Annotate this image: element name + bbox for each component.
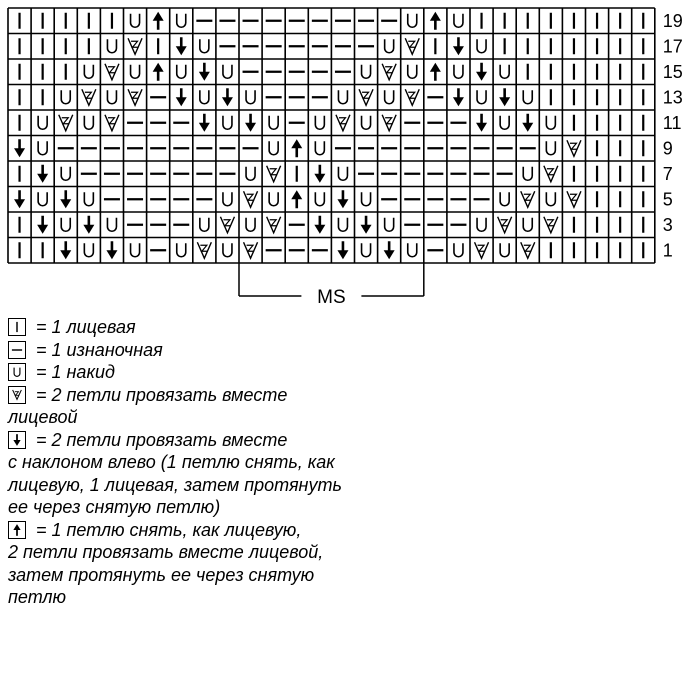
yarn-over-stitch — [408, 243, 417, 257]
yarn-over-stitch — [246, 167, 255, 181]
yarn-over-stitch — [408, 14, 417, 28]
yarn-over-stitch — [84, 192, 93, 206]
yarn-over-stitch — [338, 167, 347, 181]
yarn-over-stitch — [477, 90, 486, 104]
yarn-over-stitch — [223, 192, 232, 206]
k2tog-stitch — [105, 64, 119, 80]
legend-ssk — [8, 429, 428, 452]
k2tog-stitch — [82, 89, 96, 105]
yarn-over-stitch — [246, 90, 255, 104]
k2tog-stitch — [498, 217, 512, 233]
k2tog-stitch — [567, 191, 581, 207]
yarn-over-stitch — [362, 65, 371, 79]
yarn-over-stitch — [61, 218, 70, 232]
k2tog-stitch — [382, 115, 396, 131]
yarn-over-stitch — [546, 116, 555, 130]
sk2p-stitch — [153, 12, 164, 30]
yarn-over-stitch — [107, 39, 116, 53]
ssk-stitch — [476, 114, 487, 132]
sk2p-stitch — [430, 63, 441, 81]
legend-knit-text: = 1 лицевая — [36, 317, 136, 337]
ssk-stitch — [245, 114, 256, 132]
legend-sk2p-line1: = 1 петлю снять, как лицевую, — [36, 519, 302, 540]
yarn-over-stitch — [454, 14, 463, 28]
ssk-stitch — [222, 88, 233, 106]
yarn-over-stitch — [338, 218, 347, 232]
sk2p-symbol-icon — [8, 521, 26, 539]
ssk-stitch — [361, 216, 372, 234]
row-number: 17 — [662, 36, 683, 57]
ssk-stitch — [476, 63, 487, 81]
ssk-stitch — [522, 114, 533, 132]
k2tog-stitch — [544, 166, 558, 182]
yarn-over-stitch — [523, 167, 532, 181]
yarn-over-stitch — [223, 243, 232, 257]
yarn-over-stitch — [546, 141, 555, 155]
row-number: 5 — [662, 189, 673, 210]
yarn-over-stitch — [385, 218, 394, 232]
yarn-over-stitch — [84, 116, 93, 130]
yarn-over-stitch — [315, 116, 324, 130]
k2tog-stitch — [267, 217, 281, 233]
yarn-over-stitch — [315, 192, 324, 206]
yarn-over-stitch — [107, 218, 116, 232]
sk2p-stitch — [291, 139, 302, 157]
ssk-stitch — [176, 88, 187, 106]
row-number: 3 — [662, 214, 673, 235]
row-number: 1 — [662, 240, 673, 261]
yarn-over-stitch — [269, 141, 278, 155]
yarn-over-stitch — [131, 65, 140, 79]
legend-k2tog-line2: лицевой — [8, 407, 78, 427]
k2tog-symbol-icon — [8, 386, 26, 404]
row-number: 13 — [662, 87, 683, 108]
k2tog-stitch — [567, 140, 581, 156]
yarn-over-stitch — [131, 243, 140, 257]
ssk-stitch — [499, 88, 510, 106]
ssk-stitch — [453, 37, 464, 55]
ssk-stitch — [337, 241, 348, 259]
k2tog-stitch — [405, 89, 419, 105]
yarn-over-stitch — [477, 218, 486, 232]
k2tog-stitch — [521, 242, 535, 258]
yarn-over-stitch — [385, 39, 394, 53]
yarn-over-stitch — [408, 65, 417, 79]
chart-grid — [8, 8, 655, 263]
yarn-over-stitch — [385, 90, 394, 104]
yarn-over-stitch — [454, 65, 463, 79]
row-number: 7 — [662, 163, 673, 184]
sk2p-stitch — [153, 63, 164, 81]
ssk-stitch — [176, 37, 187, 55]
ssk-stitch — [337, 190, 348, 208]
k2tog-stitch — [405, 38, 419, 54]
legend-sk2p — [8, 519, 428, 542]
k2tog-stitch — [220, 217, 234, 233]
yarn-over-stitch — [38, 116, 47, 130]
yarn-over-stitch — [523, 218, 532, 232]
yarn-over-stitch — [362, 192, 371, 206]
yarn-over-stitch — [500, 243, 509, 257]
ssk-stitch — [60, 190, 71, 208]
legend-sk2p-line4: петлю — [8, 587, 66, 607]
yarn-over-stitch — [223, 116, 232, 130]
yarn-over-stitch — [362, 116, 371, 130]
yarn-over-stitch — [338, 90, 347, 104]
k2tog-stitch — [359, 89, 373, 105]
legend-yo-text: = 1 накид — [36, 362, 115, 382]
row-number: 15 — [662, 61, 683, 82]
yarn-over-stitch — [107, 90, 116, 104]
yarn-over-stitch — [61, 167, 70, 181]
yarn-over-stitch — [200, 90, 209, 104]
legend-sk2p-line2: 2 петли провязать вместе лицевой, — [8, 542, 324, 562]
legend-sk2p-line3: затем протянуть ее через снятую — [8, 564, 315, 585]
ssk-stitch — [314, 165, 325, 183]
k2tog-stitch — [544, 217, 558, 233]
ssk-stitch — [199, 63, 210, 81]
ssk-stitch — [199, 114, 210, 132]
legend-ssk-line1: = 2 петли провязать вместе — [36, 429, 288, 450]
yarn-over-stitch — [84, 65, 93, 79]
ssk-symbol-icon — [8, 431, 26, 449]
legend-purl — [8, 339, 428, 362]
k2tog-stitch — [267, 166, 281, 182]
ssk-stitch — [106, 241, 117, 259]
k2tog-stitch — [197, 242, 211, 258]
yarn-over-stitch — [223, 65, 232, 79]
sk2p-stitch — [291, 190, 302, 208]
legend-k2tog — [8, 384, 428, 407]
legend-yo — [8, 361, 428, 384]
yarn-over-symbol-icon — [8, 363, 26, 381]
row-number: 9 — [662, 138, 673, 159]
yarn-over-stitch — [38, 141, 47, 155]
k2tog-stitch — [59, 115, 73, 131]
yarn-over-stitch — [131, 14, 140, 28]
ssk-stitch — [14, 190, 25, 208]
legend — [8, 316, 428, 609]
yarn-over-stitch — [500, 192, 509, 206]
yarn-over-stitch — [523, 90, 532, 104]
ssk-stitch — [37, 216, 48, 234]
sk2p-stitch — [430, 12, 441, 30]
yarn-over-stitch — [246, 218, 255, 232]
k2tog-stitch — [521, 191, 535, 207]
k2tog-stitch — [336, 115, 350, 131]
row-number: 11 — [662, 112, 682, 133]
k2tog-stitch — [105, 115, 119, 131]
k2tog-stitch — [244, 191, 258, 207]
k2tog-stitch — [128, 38, 142, 54]
yarn-over-stitch — [454, 243, 463, 257]
yarn-over-stitch — [500, 116, 509, 130]
legend-knit — [8, 316, 428, 339]
yarn-over-stitch — [200, 39, 209, 53]
k2tog-stitch — [475, 242, 489, 258]
row-number: 19 — [662, 10, 683, 31]
yarn-over-stitch — [477, 39, 486, 53]
yarn-over-stitch — [177, 243, 186, 257]
legend-ssk-line3: лицевую, 1 лицевая, затем протянуть — [8, 474, 342, 495]
knit-symbol-icon — [8, 318, 26, 336]
yarn-over-stitch — [315, 141, 324, 155]
yarn-over-stitch — [362, 243, 371, 257]
legend-k2tog-line1: = 2 петли провязать вместе — [36, 384, 288, 405]
knitting-chart — [0, 0, 700, 310]
yarn-over-stitch — [38, 192, 47, 206]
yarn-over-stitch — [177, 65, 186, 79]
ssk-stitch — [60, 241, 71, 259]
legend-purl-text: = 1 изнаночная — [36, 339, 163, 360]
yarn-over-stitch — [200, 218, 209, 232]
ssk-stitch — [37, 165, 48, 183]
yarn-over-stitch — [61, 90, 70, 104]
purl-symbol-icon — [8, 341, 26, 359]
repeat-label: MS — [317, 287, 346, 308]
yarn-over-stitch — [269, 192, 278, 206]
yarn-over-stitch — [269, 116, 278, 130]
ssk-stitch — [14, 139, 25, 157]
ssk-stitch — [453, 88, 464, 106]
legend-ssk-line4: ее через снятую петлю) — [8, 497, 221, 517]
k2tog-stitch — [244, 242, 258, 258]
yarn-over-stitch — [84, 243, 93, 257]
ssk-stitch — [314, 216, 325, 234]
k2tog-stitch — [128, 89, 142, 105]
legend-ssk-line2: с наклоном влево (1 петлю снять, как — [8, 452, 335, 472]
ssk-stitch — [83, 216, 94, 234]
k2tog-stitch — [382, 64, 396, 80]
ssk-stitch — [384, 241, 395, 259]
yarn-over-stitch — [500, 65, 509, 79]
yarn-over-stitch — [177, 14, 186, 28]
yarn-over-stitch — [546, 192, 555, 206]
